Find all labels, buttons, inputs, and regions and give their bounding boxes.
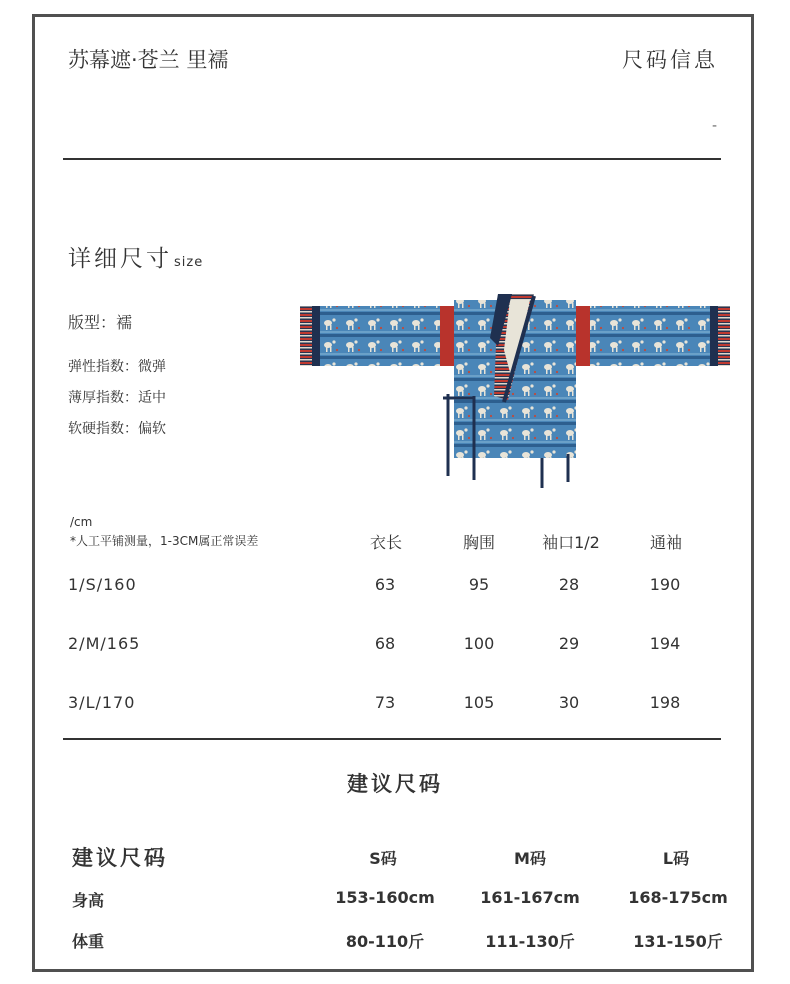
table-cell: 63 <box>374 575 396 594</box>
product-title: 苏幕遮·苍兰 里襦 <box>68 48 229 72</box>
table-divider <box>63 738 721 740</box>
recommend-section-title: 建议尺码 <box>347 772 443 796</box>
table-row <box>0 634 790 654</box>
header-divider <box>63 158 721 160</box>
softness-attribute: 软硬指数：偏软 <box>68 421 166 437</box>
table-cell: 111-130斤 <box>485 932 575 951</box>
cut-attribute: 版型：襦 <box>68 313 133 332</box>
table-cell: 28 <box>558 575 580 594</box>
row-label: 2/M/165 <box>68 634 141 653</box>
table-cell: 161-167cm <box>480 888 580 907</box>
column-sleeve-span: 通袖 <box>649 533 682 552</box>
table-cell: 131-150斤 <box>633 932 723 951</box>
table-cell: 29 <box>558 634 580 653</box>
row-label: 3/L/170 <box>68 693 136 712</box>
table-cell: 198 <box>649 693 681 712</box>
table-cell: 153-160cm <box>335 888 435 907</box>
recommend-column-l: L码 <box>662 849 690 868</box>
recommend-row-label: 身高 <box>72 891 105 910</box>
row-label: 1/S/160 <box>68 575 137 594</box>
garment-image <box>298 290 732 492</box>
table-cell: 73 <box>374 693 396 712</box>
size-info-title: 尺码信息 <box>622 48 718 72</box>
table-cell: 68 <box>374 634 396 653</box>
recommend-column-m: M码 <box>514 849 546 868</box>
table-cell: 100 <box>463 634 495 653</box>
table-cell: 194 <box>649 634 681 653</box>
table-row <box>0 693 790 713</box>
detail-size-heading <box>68 240 203 273</box>
detail-size-heading-text: 详细尺寸 <box>68 246 172 272</box>
recommend-row-label: 体重 <box>72 932 105 951</box>
thickness-attribute: 薄厚指数：适中 <box>68 390 166 406</box>
column-length: 衣长 <box>369 533 402 552</box>
table-cell: 95 <box>468 575 490 594</box>
column-chest: 胸围 <box>462 533 495 552</box>
table-row <box>0 929 790 949</box>
detail-size-heading-suffix: size <box>174 255 204 270</box>
table-row <box>0 888 790 908</box>
recommend-column-s: S码 <box>369 849 397 868</box>
table-cell: 80-110斤 <box>345 932 425 951</box>
dash-mark: - <box>712 118 718 134</box>
unit-label: /cm <box>70 515 93 529</box>
table-cell: 105 <box>463 693 495 712</box>
column-cuff: 袖口1/2 <box>542 533 600 552</box>
recommend-table-heading: 建议尺码 <box>72 846 168 870</box>
measurement-note: *人工平铺测量，1-3CM属正常误差 <box>70 534 259 548</box>
table-row <box>0 575 790 595</box>
elasticity-attribute: 弹性指数：微弹 <box>68 359 166 375</box>
table-cell: 168-175cm <box>628 888 728 907</box>
table-cell: 30 <box>558 693 580 712</box>
table-cell: 190 <box>649 575 681 594</box>
